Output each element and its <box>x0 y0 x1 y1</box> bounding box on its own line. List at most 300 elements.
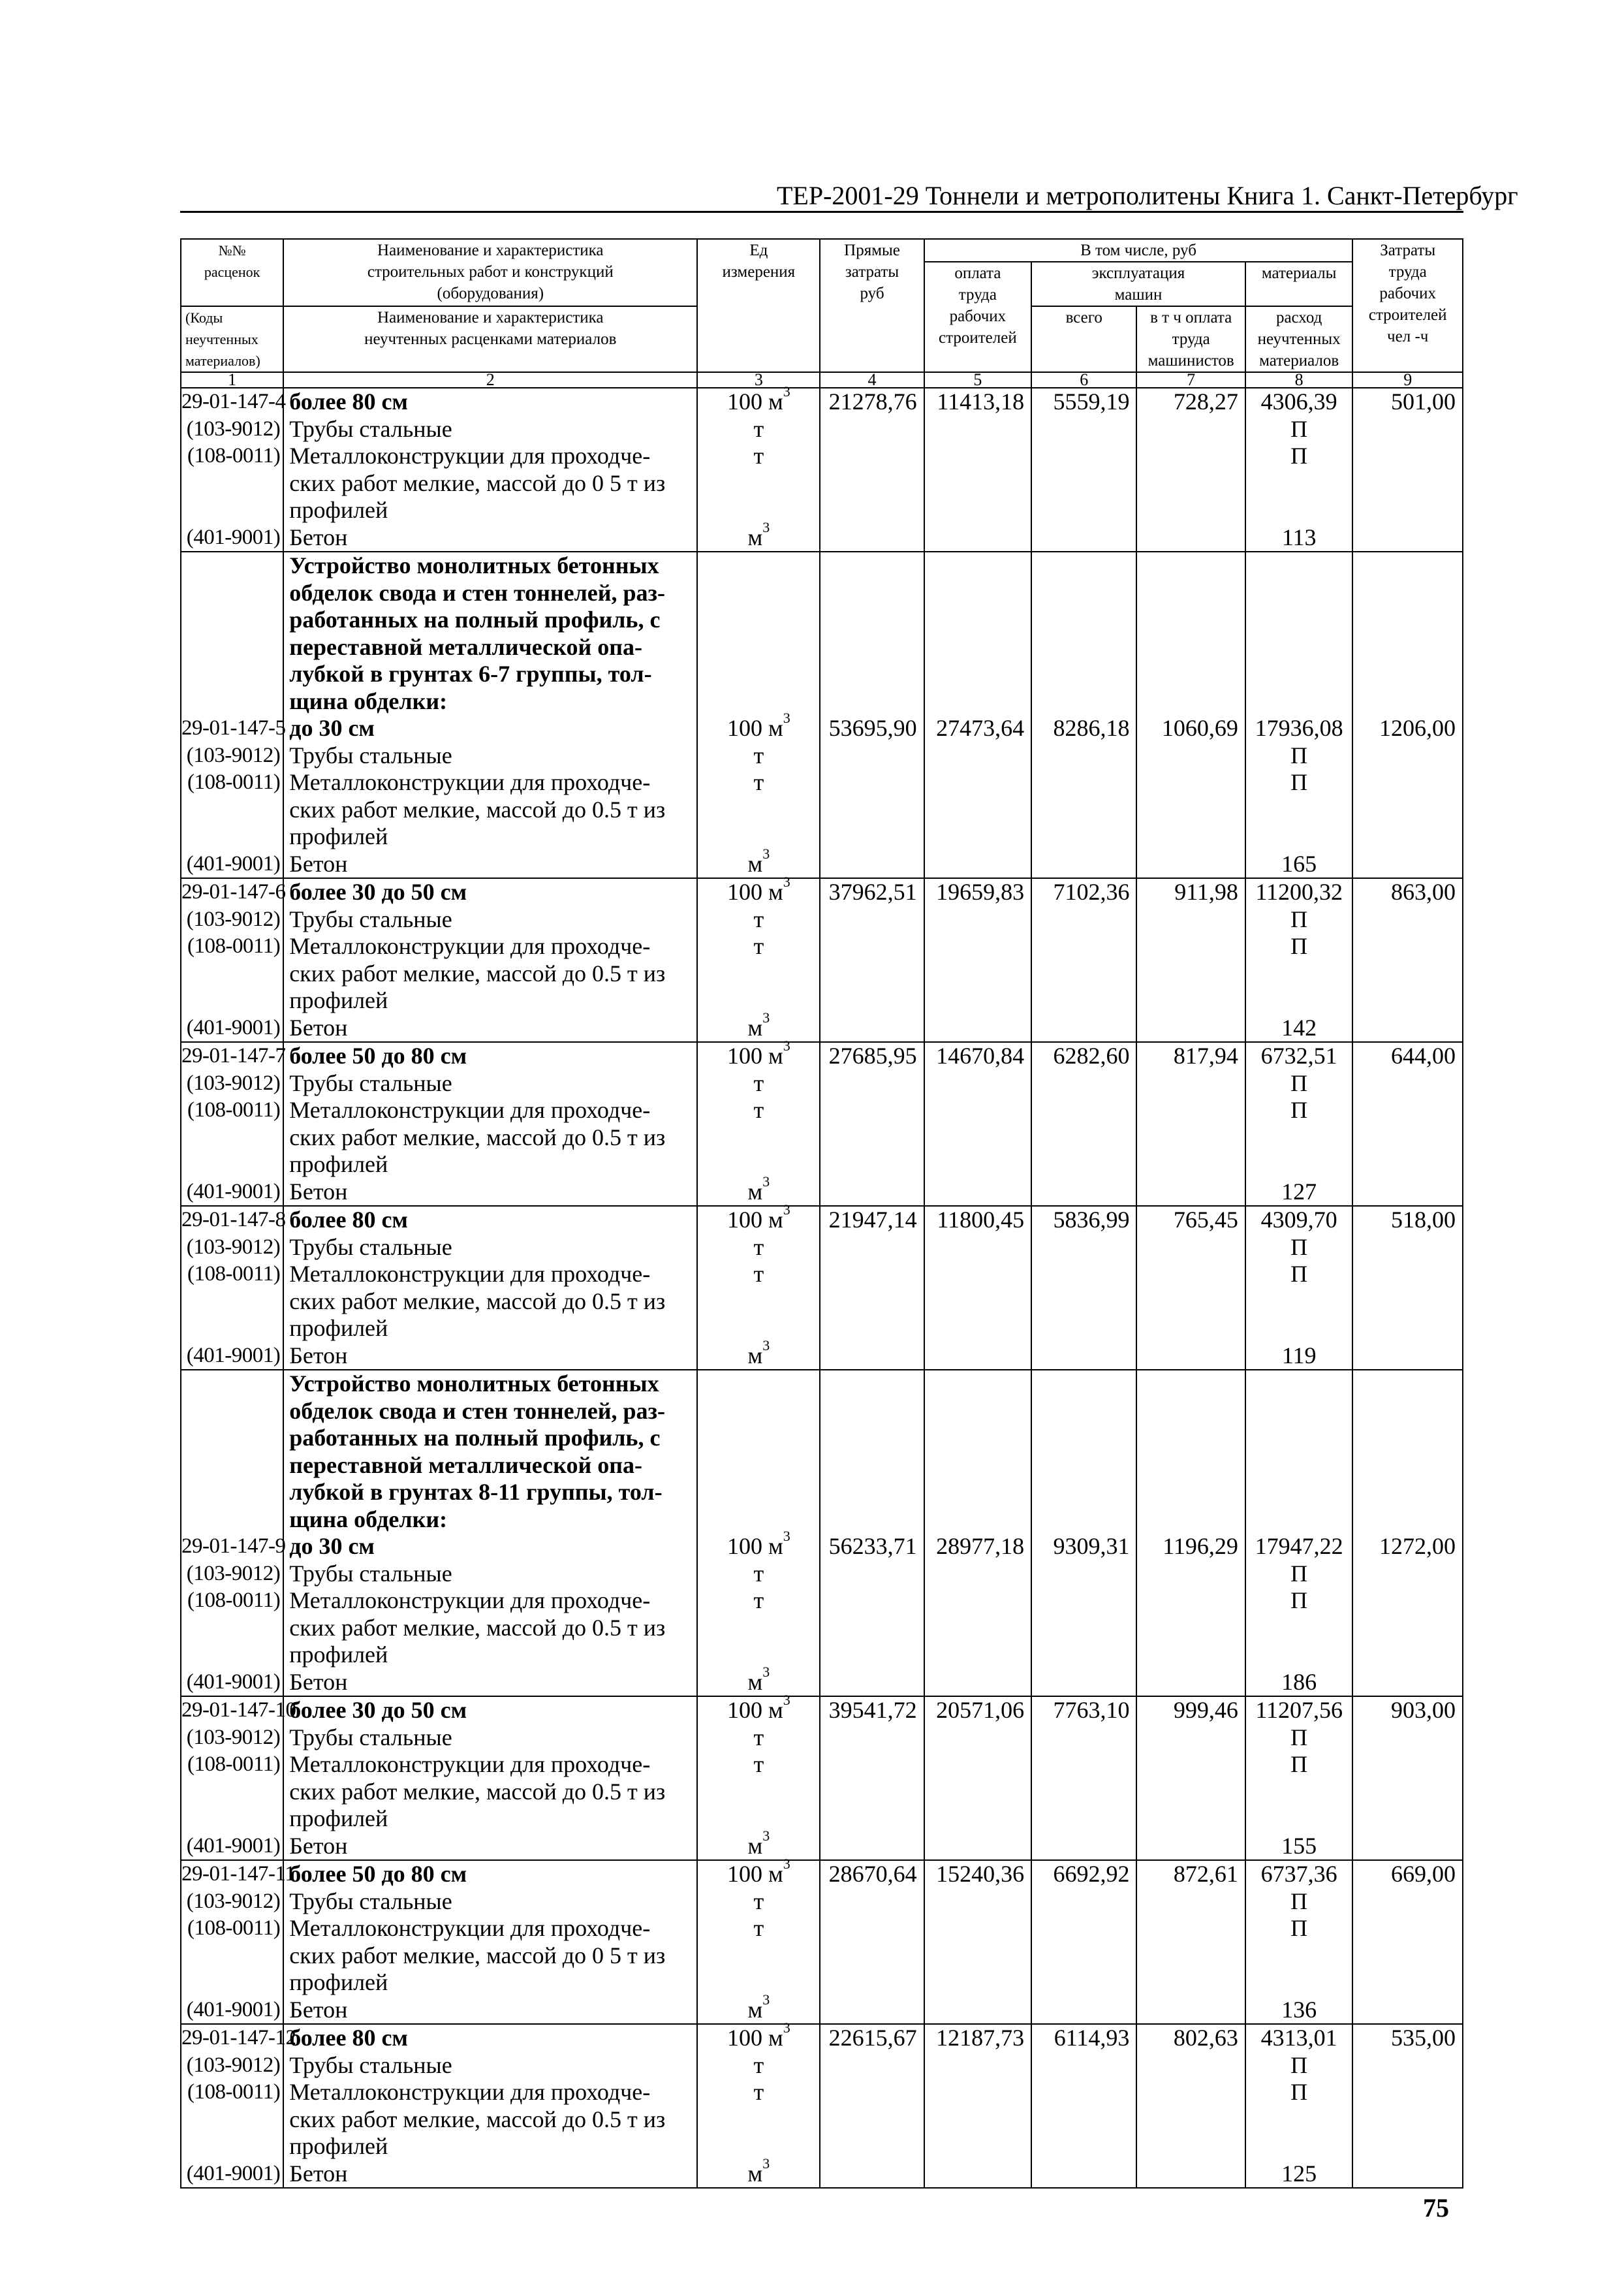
value-line <box>1353 1888 1462 1916</box>
unit-exponent: 3 <box>762 518 770 535</box>
unit-text: м <box>747 1178 763 1205</box>
labor-pay-cell <box>924 388 1031 552</box>
value-line <box>1353 1942 1462 1970</box>
value-line <box>925 524 1031 552</box>
value-line <box>820 470 923 498</box>
description-line: Металлоконструкции для проходче- <box>289 2079 651 2105</box>
unit-value <box>698 1751 819 1779</box>
value-line: 28977,18 <box>936 1533 1025 1559</box>
labor-pay-cell <box>924 1206 1031 1370</box>
value-line <box>1353 1915 1462 1942</box>
rate-code-cell <box>181 1860 296 2024</box>
value-line <box>1137 933 1244 960</box>
value-line <box>925 2133 1031 2160</box>
value-line <box>925 470 1031 498</box>
unit-text: т <box>753 742 764 768</box>
unit-value <box>698 1991 819 2024</box>
unit-value <box>698 383 819 416</box>
unit-value <box>698 607 819 634</box>
value-line: 802,63 <box>1173 2025 1238 2051</box>
unit-text: 100 м <box>726 879 783 905</box>
unit-exponent: 3 <box>762 1663 770 1680</box>
operator-pay-cell <box>1136 878 1245 1042</box>
value-line <box>1032 1915 1136 1942</box>
value-line: 11800,45 <box>937 1207 1025 1233</box>
value-line: 28670,64 <box>828 1861 917 1887</box>
unit-value <box>698 874 819 906</box>
description-line: профилей <box>289 1969 388 1995</box>
description-line: ских работ мелкие, массой до 0.5 т из <box>289 1288 666 1314</box>
description-line: ских работ мелкие, массой до 0.5 т из <box>289 1124 666 1150</box>
unit-text: м <box>747 1014 763 1041</box>
unit-exponent: 3 <box>762 1827 770 1844</box>
machine-total-cell <box>1031 2024 1136 2188</box>
unit-exponent: 3 <box>783 383 790 400</box>
value-line <box>925 607 1031 634</box>
value-line <box>1353 1234 1462 1261</box>
value-line <box>1032 1779 1136 1806</box>
value-line: 863,00 <box>1391 879 1456 905</box>
unit-exponent: 3 <box>783 1037 790 1054</box>
value-line <box>820 1070 923 1098</box>
machine-total-cell <box>1031 552 1136 878</box>
value-line: 15240,36 <box>936 1861 1025 1887</box>
value-line <box>820 580 923 607</box>
materials-cell <box>1245 1370 1352 1696</box>
value-line <box>1032 416 1136 443</box>
value-line <box>925 1587 1031 1615</box>
labor-hours-cell <box>1352 878 1463 1042</box>
materials-cell <box>1245 1042 1352 1206</box>
value-line: 6692,92 <box>1053 1861 1130 1887</box>
unit-value <box>698 688 819 716</box>
value-line <box>820 1560 923 1588</box>
code-line: (401-9001) <box>186 1343 281 1367</box>
value-line: 19659,83 <box>936 879 1025 905</box>
code-line: (103-9012) <box>186 1561 281 1585</box>
labor-pay-cell <box>924 2024 1031 2188</box>
value-line <box>1353 1261 1462 1288</box>
value-line <box>1246 1942 1352 1970</box>
value-line <box>1032 1669 1136 1696</box>
value-line <box>1246 552 1352 580</box>
unit-exponent: 3 <box>783 1528 790 1544</box>
description-line: Металлоконструкции для проходче- <box>289 443 651 469</box>
value-line <box>820 1151 923 1178</box>
code-line <box>181 797 283 824</box>
value-line <box>925 1398 1031 1425</box>
labor-pay-cell <box>924 1370 1031 1696</box>
direct-cost-cell <box>820 388 924 552</box>
labor-hours-cell <box>1352 1370 1463 1696</box>
unit-cell <box>697 2019 820 2188</box>
col7-header: в т ч оплата труда машинистов <box>1136 306 1245 372</box>
value-line <box>1246 580 1352 607</box>
col8-header-bottom: расход неучтенных материалов <box>1245 306 1352 372</box>
value-line <box>1246 1370 1352 1398</box>
value-line <box>925 580 1031 607</box>
code-line: 29-01-147-6 <box>181 880 286 904</box>
unit-text: т <box>753 1560 764 1587</box>
value-line: 142 <box>1281 1014 1317 1041</box>
value-line: П <box>1290 1888 1308 1914</box>
unit-text: м <box>747 2160 763 2187</box>
value-line <box>1032 1015 1136 1042</box>
value-line <box>1137 2052 1244 2080</box>
code-line <box>181 1370 283 1398</box>
value-line <box>1353 634 1462 661</box>
unit-value <box>698 1315 819 1342</box>
value-line <box>1032 823 1136 851</box>
unit-text: 100 м <box>726 1043 783 1069</box>
description-line: ских работ мелкие, массой до 0.5 т из <box>289 960 666 987</box>
value-line <box>820 1479 923 1506</box>
labor-hours-cell <box>1352 388 1463 552</box>
unit-value <box>698 1528 819 1560</box>
value-line <box>1353 933 1462 960</box>
value-line <box>1137 987 1244 1015</box>
unit-value <box>698 1724 819 1752</box>
value-line <box>925 634 1031 661</box>
unit-value <box>698 1779 819 1806</box>
value-line <box>1137 497 1244 524</box>
unit-exponent: 3 <box>762 845 770 862</box>
value-line <box>1246 1398 1352 1425</box>
value-line <box>820 634 923 661</box>
value-line <box>1032 1479 1136 1506</box>
value-line <box>925 1234 1031 1261</box>
unit-value <box>698 1425 819 1452</box>
value-line <box>1032 1615 1136 1642</box>
description-line: Металлоконструкции для проходче- <box>289 933 651 959</box>
value-line <box>1137 1398 1244 1425</box>
unit-value <box>698 518 819 552</box>
value-line <box>1032 1234 1136 1261</box>
value-line <box>1353 1015 1462 1042</box>
value-line <box>820 2133 923 2160</box>
value-line <box>820 1751 923 1779</box>
value-line: 165 <box>1281 850 1317 877</box>
value-line <box>1032 1288 1136 1316</box>
description-line: ских работ мелкие, массой до 0.5 т из <box>289 1778 666 1805</box>
unit-cell <box>697 1692 820 1860</box>
unit-value <box>698 552 819 580</box>
unit-value <box>698 1288 819 1316</box>
value-line: П <box>1290 1560 1308 1587</box>
rate-code-cell <box>181 1370 286 1696</box>
value-line <box>1353 1370 1462 1398</box>
value-line <box>1137 1288 1244 1316</box>
value-line <box>1246 1288 1352 1316</box>
value-line: 119 <box>1281 1342 1317 1368</box>
description-line: лубкой в грунтах 6-7 группы, тол- <box>289 661 652 687</box>
description-line: Бетон <box>289 524 348 550</box>
value-line <box>1353 661 1462 688</box>
value-line <box>925 1751 1031 1779</box>
value-line <box>925 1641 1031 1669</box>
value-line: 4309,70 <box>1260 1207 1337 1233</box>
unit-value <box>698 1641 819 1669</box>
direct-cost-cell <box>820 1042 924 1206</box>
unit-text: м <box>747 524 763 550</box>
value-line <box>1137 1342 1244 1370</box>
unit-text: т <box>753 933 764 959</box>
description-cell <box>283 388 697 552</box>
value-line: 669,00 <box>1391 1861 1456 1887</box>
value-line <box>820 797 923 824</box>
code-line: (108-0011) <box>187 1098 281 1122</box>
rate-code-cell <box>181 878 286 1042</box>
unit-exponent: 3 <box>783 2019 790 2036</box>
value-line <box>1137 960 1244 988</box>
value-line: 644,00 <box>1391 1043 1456 1069</box>
value-line <box>925 851 1031 878</box>
operator-pay-cell <box>1136 552 1245 878</box>
value-line <box>820 933 923 960</box>
column-number: 4 <box>820 372 924 388</box>
unit-exponent: 3 <box>762 2155 770 2172</box>
value-line: 53695,90 <box>828 715 917 741</box>
value-line <box>1032 470 1136 498</box>
value-line <box>1137 470 1244 498</box>
unit-value <box>698 1370 819 1398</box>
value-line <box>820 607 923 634</box>
value-line: П <box>1290 1751 1308 1777</box>
col4-header: Прямые затраты руб <box>820 239 924 372</box>
value-line <box>1353 2106 1462 2134</box>
description-line: профилей <box>289 987 388 1013</box>
description-line: Бетон <box>289 1014 348 1041</box>
value-line <box>1353 1615 1462 1642</box>
value-line <box>820 823 923 851</box>
value-line <box>925 1261 1031 1288</box>
value-line <box>1246 1452 1352 1479</box>
unit-text: т <box>753 2051 764 2078</box>
code-line <box>181 688 283 716</box>
value-line: 7102,36 <box>1053 879 1130 905</box>
value-line <box>925 1097 1031 1124</box>
value-line <box>1353 1779 1462 1806</box>
value-line <box>1137 552 1244 580</box>
description-line: Трубы стальные <box>289 906 452 932</box>
value-line <box>925 552 1031 580</box>
value-line <box>925 1288 1031 1316</box>
unit-value <box>698 933 819 960</box>
value-line <box>925 1151 1031 1178</box>
rate-code-cell <box>181 1042 286 1206</box>
value-line <box>925 416 1031 443</box>
value-line: П <box>1290 1097 1308 1123</box>
value-line <box>1032 552 1136 580</box>
labor-hours-cell <box>1352 1042 1463 1206</box>
unit-value <box>698 470 819 498</box>
labor-pay-cell <box>924 1042 1031 1206</box>
value-line <box>1353 1833 1462 1860</box>
direct-cost-cell <box>820 1206 924 1370</box>
unit-text: т <box>753 1233 764 1260</box>
value-line <box>1137 661 1244 688</box>
value-line <box>925 497 1031 524</box>
value-line <box>1353 1097 1462 1124</box>
value-line <box>1032 2133 1136 2160</box>
value-line <box>925 1615 1031 1642</box>
value-line <box>1353 769 1462 797</box>
materials-cell <box>1245 552 1352 878</box>
value-line: П <box>1290 1261 1308 1287</box>
value-line <box>925 1942 1031 1970</box>
value-line <box>925 1124 1031 1152</box>
unit-value <box>698 1587 819 1615</box>
value-line <box>820 1888 923 1916</box>
value-line <box>925 933 1031 960</box>
value-line <box>1032 769 1136 797</box>
unit-value <box>698 1336 819 1370</box>
value-line <box>1137 1315 1244 1342</box>
code-line: (401-9001) <box>186 1833 281 1858</box>
unit-exponent: 3 <box>762 1009 770 1026</box>
unit-value <box>698 1234 819 1261</box>
code-line: (103-9012) <box>186 1071 281 1095</box>
value-line: 27473,64 <box>936 715 1025 741</box>
value-line <box>1353 607 1462 634</box>
materials-cell <box>1245 878 1352 1042</box>
code-line <box>181 634 283 661</box>
unit-text: т <box>753 415 764 442</box>
value-line <box>1137 1506 1244 1534</box>
value-line <box>820 1124 923 1152</box>
value-line <box>1246 797 1352 824</box>
unit-value <box>698 987 819 1015</box>
unit-value <box>698 1888 819 1916</box>
value-line <box>820 1234 923 1261</box>
code-line <box>181 1425 283 1452</box>
value-line: 1206,00 <box>1379 715 1456 741</box>
value-line <box>1032 987 1136 1015</box>
value-line <box>1137 1751 1244 1779</box>
value-line <box>820 1097 923 1124</box>
value-line: 1060,69 <box>1161 715 1238 741</box>
value-line <box>1137 443 1244 470</box>
direct-cost-cell <box>820 878 924 1042</box>
value-line <box>820 497 923 524</box>
value-line <box>1246 1315 1352 1342</box>
description-line: переставной металлической опа- <box>289 633 642 660</box>
value-line <box>925 1315 1031 1342</box>
value-line <box>1246 960 1352 988</box>
value-line <box>1032 1151 1136 1178</box>
description-line: более 80 см <box>289 1207 408 1233</box>
value-line <box>925 769 1031 797</box>
materials-cell <box>1245 1206 1352 1370</box>
value-line <box>1353 2133 1462 2160</box>
value-line <box>1137 1370 1244 1398</box>
materials-cell <box>1245 1860 1352 2024</box>
value-line <box>820 2079 923 2106</box>
value-line <box>820 1342 923 1370</box>
unit-value <box>698 1560 819 1588</box>
description-line: профилей <box>289 1151 388 1177</box>
operator-pay-cell <box>1136 1206 1245 1370</box>
value-line <box>1137 1151 1244 1178</box>
value-line <box>1246 688 1352 716</box>
value-line <box>1353 960 1462 988</box>
materials-cell <box>1245 388 1352 552</box>
value-line <box>820 1997 923 2024</box>
value-line: 155 <box>1281 1832 1317 1859</box>
value-line <box>1032 1178 1136 1206</box>
value-line <box>820 1452 923 1479</box>
description-line: ских работ мелкие, массой до 0.5 т из <box>289 796 666 823</box>
value-line <box>1032 1398 1136 1425</box>
value-line <box>925 1425 1031 1452</box>
header-rule <box>180 211 1463 213</box>
unit-value <box>698 2133 819 2160</box>
value-line <box>1032 524 1136 552</box>
unit-value <box>698 497 819 524</box>
unit-exponent: 3 <box>762 1173 770 1190</box>
code-line: (108-0011) <box>187 2080 281 2104</box>
unit-value <box>698 1097 819 1124</box>
value-line: 113 <box>1281 524 1317 550</box>
unit-text: т <box>753 1888 764 1914</box>
code-line <box>181 552 283 580</box>
value-line <box>1137 1178 1244 1206</box>
value-line <box>820 688 923 716</box>
labor-hours-cell <box>1352 2024 1463 2188</box>
materials-cell <box>1245 2024 1352 2188</box>
materials-cell <box>1245 1696 1352 1860</box>
value-line <box>820 1915 923 1942</box>
value-line <box>1353 1805 1462 1833</box>
code-line <box>181 1452 283 1479</box>
description-line: Бетон <box>289 1178 348 1205</box>
labor-hours-cell <box>1352 1860 1463 2024</box>
value-line <box>1137 2160 1244 2188</box>
operator-pay-cell <box>1136 1370 1245 1696</box>
unit-text: т <box>753 769 764 795</box>
value-line: 4306,39 <box>1260 388 1337 415</box>
value-line <box>1137 1997 1244 2024</box>
value-line <box>1032 1560 1136 1588</box>
value-line <box>925 2106 1031 2134</box>
value-line <box>925 2160 1031 2188</box>
value-line <box>1137 906 1244 934</box>
unit-text: 100 м <box>726 1697 783 1723</box>
value-line <box>1353 580 1462 607</box>
unit-cell <box>697 552 820 878</box>
value-line <box>1137 1942 1244 1970</box>
operator-pay-cell <box>1136 2024 1245 2188</box>
value-line <box>925 2079 1031 2106</box>
unit-value <box>698 1915 819 1942</box>
code-line: (401-9001) <box>186 851 281 876</box>
value-line: 136 <box>1281 1996 1317 2023</box>
unit-value <box>698 710 819 742</box>
unit-value <box>698 1969 819 1997</box>
code-line: (103-9012) <box>186 2053 281 2077</box>
value-line <box>1032 1641 1136 1669</box>
code-line: (108-0011) <box>187 444 281 467</box>
value-line: 37962,51 <box>828 879 917 905</box>
value-line <box>925 1779 1031 1806</box>
unit-value <box>698 1663 819 1696</box>
value-line <box>1353 443 1462 470</box>
unit-text: 100 м <box>726 1533 783 1559</box>
value-line <box>1032 1097 1136 1124</box>
code-line: 29-01-147-5 <box>181 716 286 740</box>
value-line: П <box>1290 1069 1308 1096</box>
unit-text: т <box>753 443 764 469</box>
